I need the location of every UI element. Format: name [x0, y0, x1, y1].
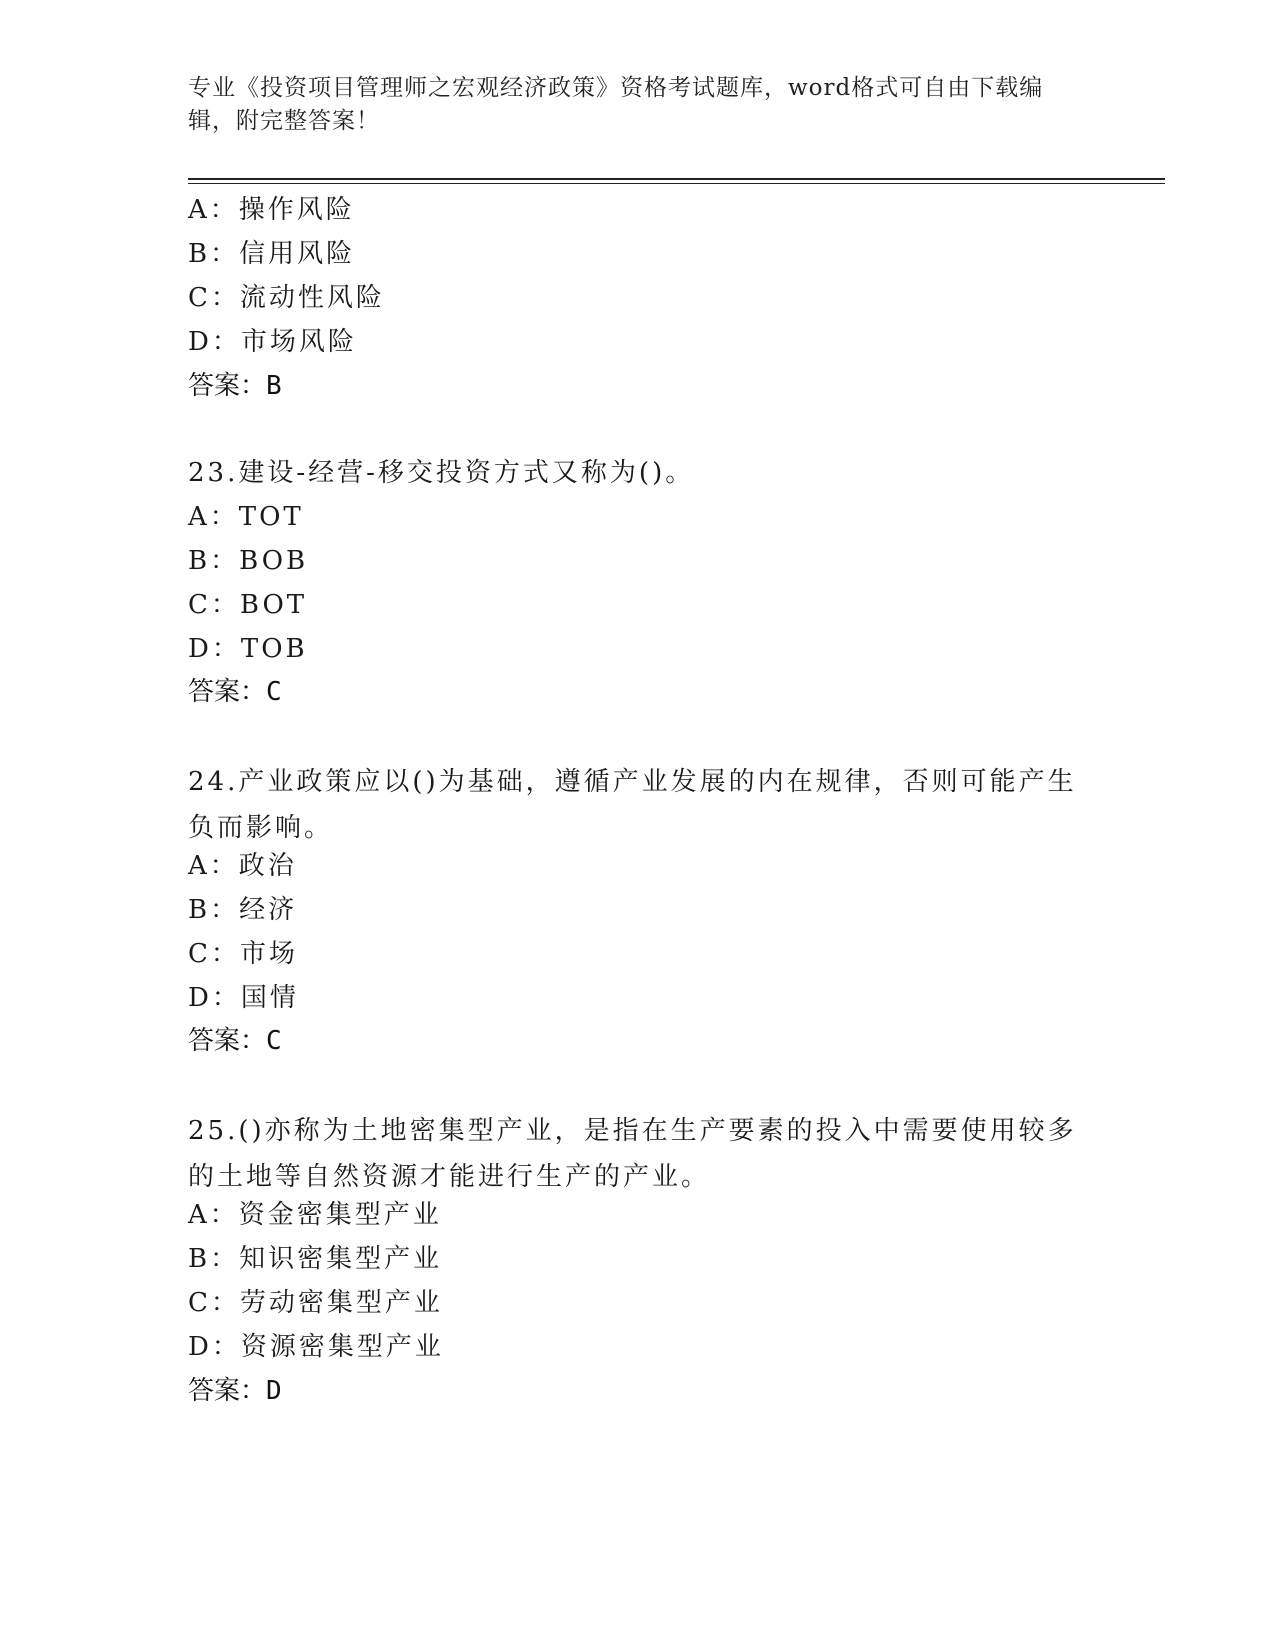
q24-question: 24.产业政策应以()为基础，遵循产业发展的内在规律，否则可能产生负而影响。 [188, 767, 1077, 843]
q25-option-b: B：知识密集型产业 [188, 1244, 443, 1274]
q25-option-c: C：劳动密集型产业 [188, 1288, 443, 1318]
q22-option-b: B：信用风险 [188, 239, 356, 269]
q24-option-a: A：政治 [188, 851, 297, 881]
header-divider-thin [188, 183, 1165, 184]
q22-option-c: C：流动性风险 [188, 283, 385, 313]
page-header: 专业《投资项目管理师之宏观经济政策》资格考试题库，word格式可自由下载编辑，附完整答案！ [188, 75, 1044, 134]
q22-option-d: D：市场风险 [188, 327, 357, 357]
q24-option-c: C：市场 [188, 939, 298, 969]
q25-option-d: D：资源密集型产业 [188, 1332, 444, 1362]
q23-option-a: A：TOT [188, 502, 304, 532]
q25-question: 25.()亦称为土地密集型产业，是指在生产要素的投入中需要使用较多的土地等自然资源才能进行生产的产业。 [188, 1116, 1077, 1192]
q22-option-a: A：操作风险 [188, 195, 355, 225]
q23-option-b: B：BOB [188, 546, 309, 576]
q22-answer: 答案：B [188, 371, 282, 401]
q23-question: 23.建设-经营-移交投资方式又称为()。 [188, 458, 695, 488]
q24-answer: 答案：C [188, 1026, 282, 1056]
header-divider [188, 178, 1165, 180]
q23-answer: 答案：C [188, 677, 282, 707]
q24-option-b: B：经济 [188, 895, 298, 925]
q25-option-a: A：资金密集型产业 [188, 1200, 442, 1230]
q23-option-c: C：BOT [188, 590, 308, 620]
q24-option-d: D：国情 [188, 983, 299, 1013]
q25-answer: 答案：D [188, 1376, 282, 1406]
q23-option-d: D：TOB [188, 634, 308, 664]
